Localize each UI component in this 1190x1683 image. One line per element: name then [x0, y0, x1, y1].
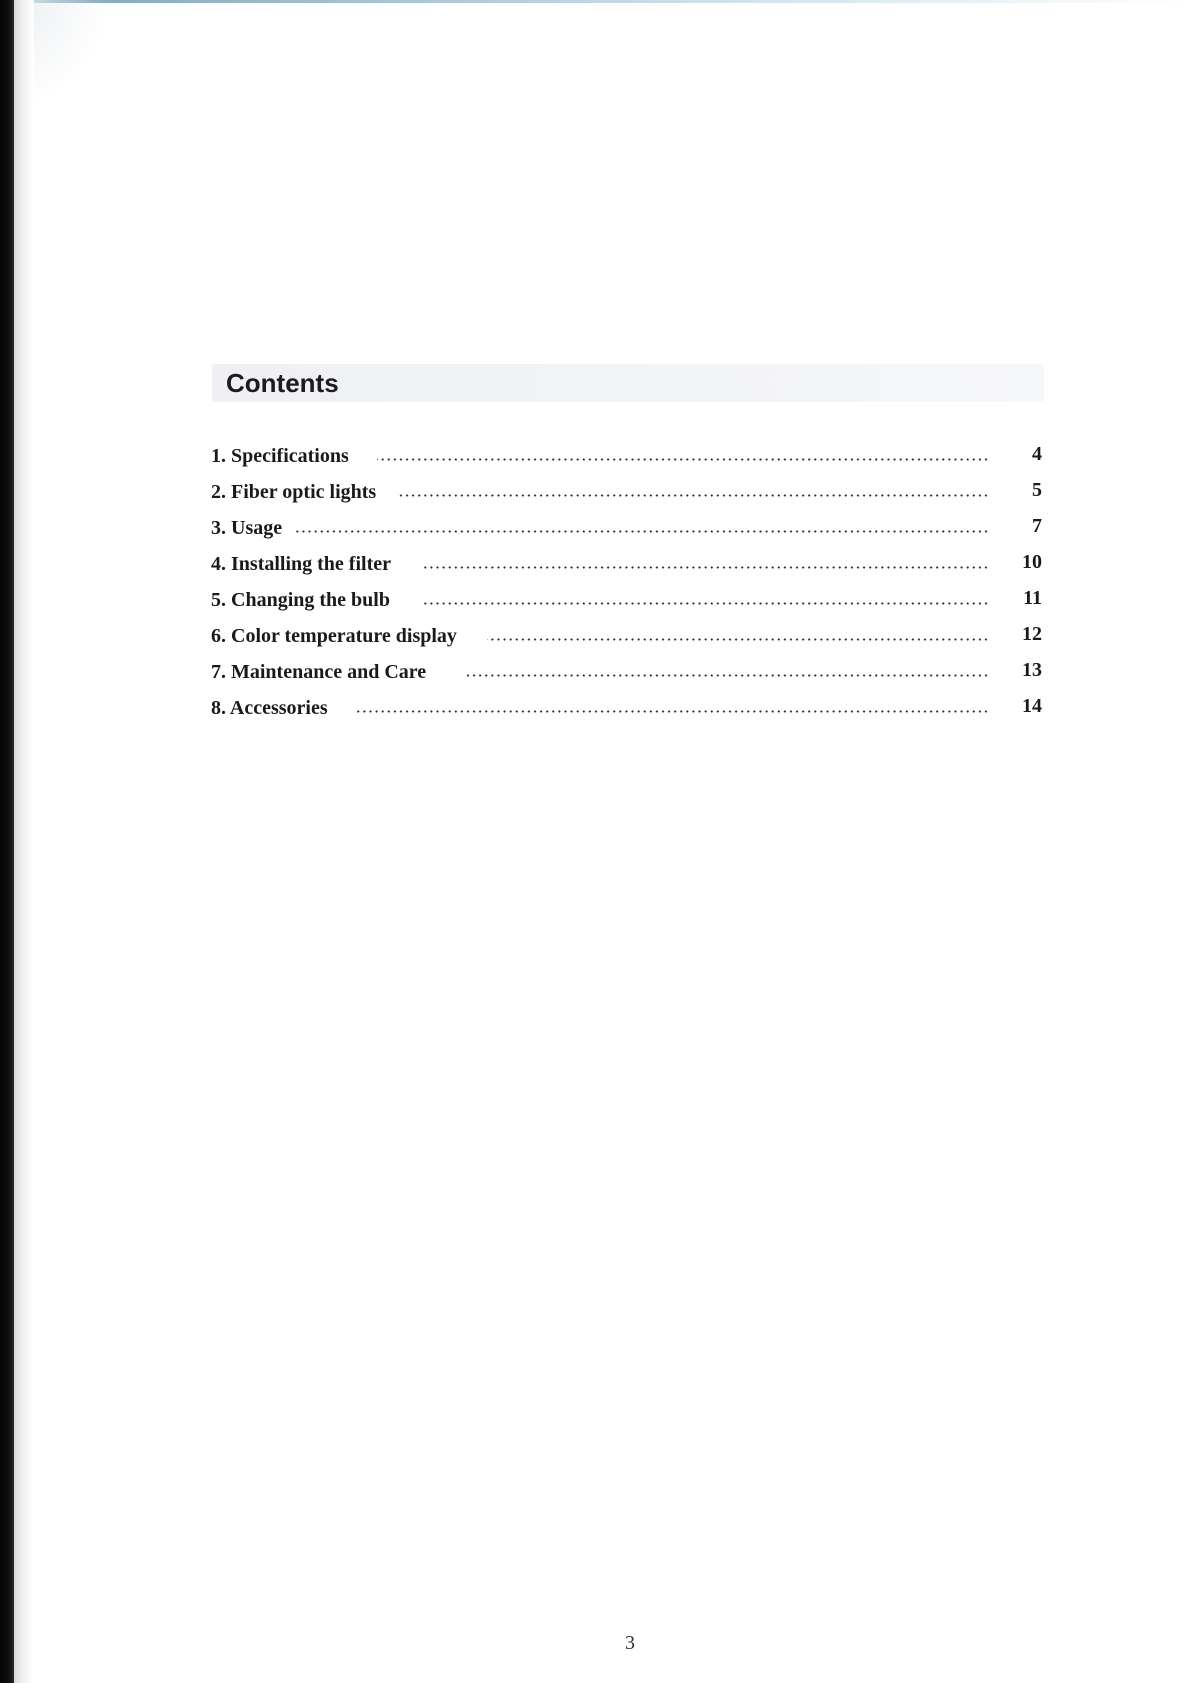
toc-entry-page: 10: [1022, 551, 1042, 573]
toc-entry[interactable]: [211, 582, 1044, 618]
toc-entry-page: 14: [1022, 695, 1042, 717]
page-number: 3: [625, 1632, 635, 1654]
toc-dot-leader: [355, 710, 989, 713]
toc-entry-title: 2. Fiber optic lights: [211, 481, 377, 503]
contents-header: [212, 364, 1044, 402]
toc-dot-leader: [487, 638, 989, 641]
toc-entry[interactable]: [211, 654, 1044, 690]
toc-entry-page: 5: [1032, 479, 1042, 501]
toc-entry-page: 11: [1023, 587, 1042, 609]
toc-dot-leader: [397, 494, 989, 497]
toc-entry[interactable]: [211, 474, 1044, 510]
toc-entry[interactable]: [211, 690, 1044, 726]
toc-entry-title: 3. Usage: [211, 517, 283, 539]
toc-entry-page: 13: [1022, 659, 1042, 681]
toc-dot-leader: [293, 530, 989, 533]
toc-entry-title: 8. Accessories: [211, 697, 328, 719]
toc-dot-leader: [377, 458, 989, 461]
scan-edge-shadow: [14, 0, 34, 1683]
scan-top-edge: [0, 0, 1190, 3]
toc-dot-leader: [421, 566, 989, 569]
toc-entry-title: 7. Maintenance and Care: [211, 661, 427, 683]
toc-entry-title: 1. Specifications: [211, 445, 349, 467]
toc-entry[interactable]: [211, 546, 1044, 582]
toc-entry-page: 7: [1032, 515, 1042, 537]
toc-entry[interactable]: [211, 618, 1044, 654]
toc-entry-page: 4: [1032, 443, 1042, 465]
toc-entry-title: 4. Installing the filter: [211, 553, 391, 575]
toc-entry-title: 5. Changing the bulb: [211, 589, 390, 611]
scan-binding-edge: [0, 0, 14, 1683]
toc-entry[interactable]: [211, 438, 1044, 474]
contents-title: Contents: [226, 368, 339, 398]
toc-dot-leader: [463, 674, 989, 677]
toc-dot-leader: [421, 602, 989, 605]
toc-entry-title: 6. Color temperature display: [211, 625, 457, 647]
toc-entry[interactable]: [211, 510, 1044, 546]
toc-entry-page: 12: [1022, 623, 1042, 645]
